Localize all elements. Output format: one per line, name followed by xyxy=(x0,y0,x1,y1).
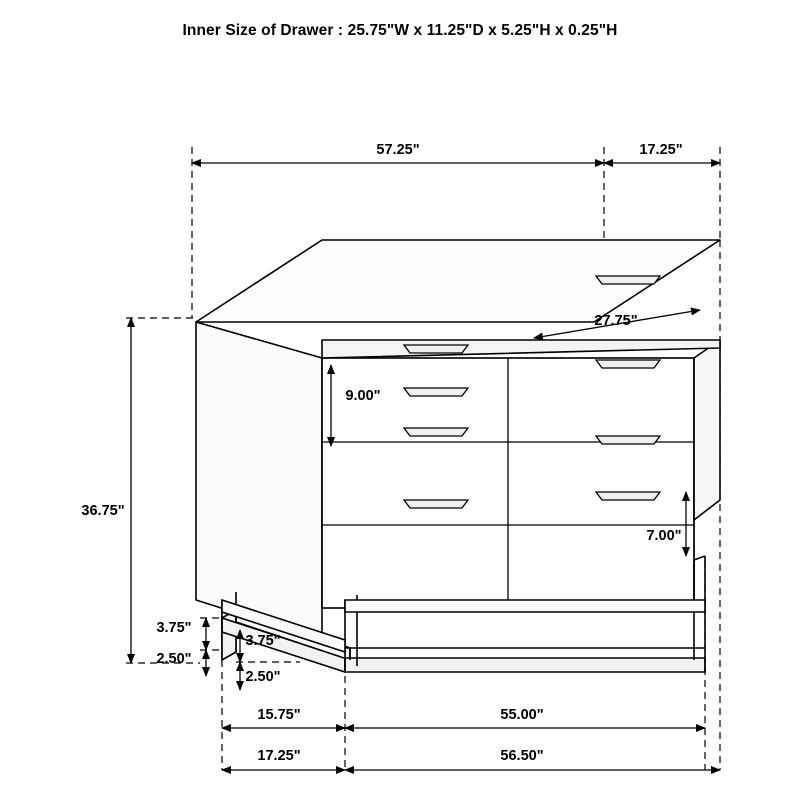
label-foot-height-left: 2.50" xyxy=(156,651,192,667)
label-drawer-height: 9.00" xyxy=(345,388,381,404)
label-bottom-depth: 17.25" xyxy=(257,748,301,764)
label-leg-height: 7.00" xyxy=(646,528,682,544)
label-foot-height-inner: 2.50" xyxy=(245,669,281,685)
label-base-front-width: 55.00" xyxy=(500,707,544,723)
label-base-side-depth: 15.75" xyxy=(257,707,301,723)
label-total-height: 36.75" xyxy=(81,503,125,519)
label-drawer-width: 27.75" xyxy=(594,313,638,329)
label-base-height-left: 3.75" xyxy=(156,620,192,636)
label-bottom-width: 56.50" xyxy=(500,748,544,764)
label-top-depth: 17.25" xyxy=(639,142,683,158)
label-top-width: 57.25" xyxy=(376,142,420,158)
page-title: Inner Size of Drawer : 25.75"W x 11.25"D x 5.25"H x 0.25"H xyxy=(182,22,618,39)
label-base-height-inner: 3.75" xyxy=(245,633,281,649)
